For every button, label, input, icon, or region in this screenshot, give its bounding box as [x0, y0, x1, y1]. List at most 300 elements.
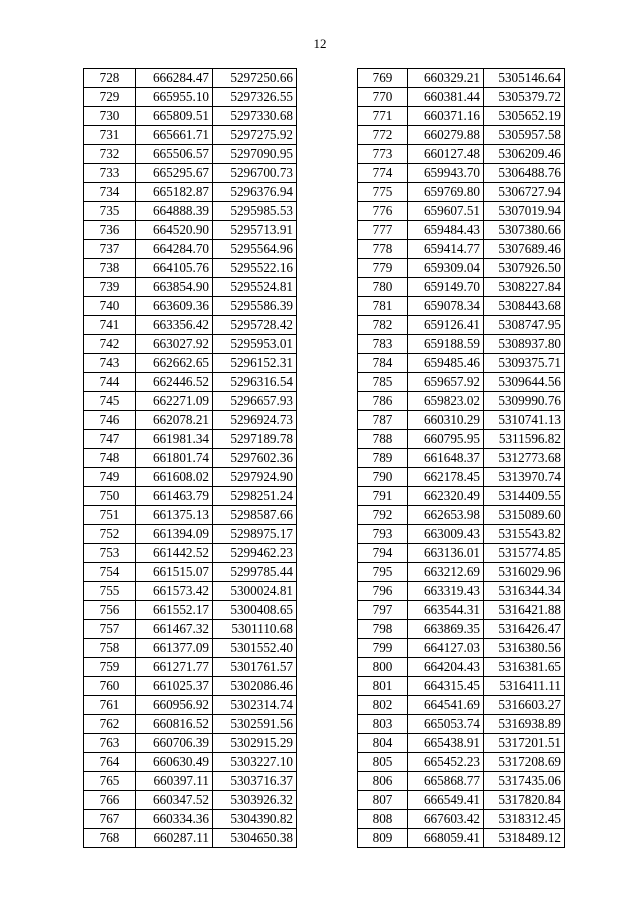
y-coordinate-cell: 5303926.32	[213, 791, 297, 810]
point-number-cell: 798	[358, 620, 408, 639]
x-coordinate-cell: 665452.23	[408, 753, 484, 772]
table-row	[84, 297, 297, 316]
y-coordinate-cell: 5316411.11	[484, 677, 565, 696]
y-coordinate-cell: 5312773.68	[484, 449, 565, 468]
x-coordinate-cell: 666549.41	[408, 791, 484, 810]
table-row	[358, 297, 565, 316]
y-coordinate-cell: 5298251.24	[213, 487, 297, 506]
table-row	[84, 468, 297, 487]
y-coordinate-cell: 5316603.27	[484, 696, 565, 715]
table-row	[358, 525, 565, 544]
x-coordinate-cell: 660329.21	[408, 69, 484, 88]
y-coordinate-cell: 5313970.74	[484, 468, 565, 487]
y-coordinate-cell: 5307380.66	[484, 221, 565, 240]
point-number-cell: 770	[358, 88, 408, 107]
x-coordinate-cell: 659078.34	[408, 297, 484, 316]
table-row	[84, 753, 297, 772]
point-number-cell: 773	[358, 145, 408, 164]
point-number-cell: 803	[358, 715, 408, 734]
y-coordinate-cell: 5306488.76	[484, 164, 565, 183]
x-coordinate-cell: 660630.49	[136, 753, 213, 772]
x-coordinate-cell: 661981.34	[136, 430, 213, 449]
table-row	[358, 506, 565, 525]
point-number-cell: 794	[358, 544, 408, 563]
table-row	[358, 411, 565, 430]
x-coordinate-cell: 668059.41	[408, 829, 484, 848]
x-coordinate-cell: 661467.32	[136, 620, 213, 639]
x-coordinate-cell: 664315.45	[408, 677, 484, 696]
point-number-cell: 809	[358, 829, 408, 848]
y-coordinate-cell: 5318312.45	[484, 810, 565, 829]
y-coordinate-cell: 5296316.54	[213, 373, 297, 392]
point-number-cell: 743	[84, 354, 136, 373]
point-number-cell: 757	[84, 620, 136, 639]
table-row	[84, 183, 297, 202]
x-coordinate-cell: 660956.92	[136, 696, 213, 715]
y-coordinate-cell: 5315089.60	[484, 506, 565, 525]
x-coordinate-cell: 663319.43	[408, 582, 484, 601]
y-coordinate-cell: 5296657.93	[213, 392, 297, 411]
x-coordinate-cell: 663854.90	[136, 278, 213, 297]
y-coordinate-cell: 5303227.10	[213, 753, 297, 772]
table-row	[358, 88, 565, 107]
x-coordinate-cell: 660381.44	[408, 88, 484, 107]
x-coordinate-cell: 660334.36	[136, 810, 213, 829]
y-coordinate-cell: 5302915.29	[213, 734, 297, 753]
x-coordinate-cell: 661552.17	[136, 601, 213, 620]
x-coordinate-cell: 659769.80	[408, 183, 484, 202]
y-coordinate-cell: 5316381.65	[484, 658, 565, 677]
y-coordinate-cell: 5314409.55	[484, 487, 565, 506]
y-coordinate-cell: 5317201.51	[484, 734, 565, 753]
point-number-cell: 755	[84, 582, 136, 601]
table-row	[84, 240, 297, 259]
table-row	[358, 791, 565, 810]
point-number-cell: 807	[358, 791, 408, 810]
table-row	[84, 145, 297, 164]
point-number-cell: 753	[84, 544, 136, 563]
point-number-cell: 751	[84, 506, 136, 525]
table-row	[358, 373, 565, 392]
y-coordinate-cell: 5316380.56	[484, 639, 565, 658]
table-row	[358, 658, 565, 677]
x-coordinate-cell: 659485.46	[408, 354, 484, 373]
y-coordinate-cell: 5303716.37	[213, 772, 297, 791]
point-number-cell: 805	[358, 753, 408, 772]
table-row	[84, 316, 297, 335]
point-number-cell: 784	[358, 354, 408, 373]
point-number-cell: 775	[358, 183, 408, 202]
table-row	[84, 525, 297, 544]
table-row	[84, 810, 297, 829]
coordinates-table-left	[83, 68, 297, 848]
y-coordinate-cell: 5304650.38	[213, 829, 297, 848]
table-row	[84, 202, 297, 221]
point-number-cell: 739	[84, 278, 136, 297]
point-number-cell: 802	[358, 696, 408, 715]
y-coordinate-cell: 5317820.84	[484, 791, 565, 810]
table-row	[358, 183, 565, 202]
y-coordinate-cell: 5311596.82	[484, 430, 565, 449]
x-coordinate-cell: 660371.16	[408, 107, 484, 126]
table-row	[84, 373, 297, 392]
x-coordinate-cell: 665809.51	[136, 107, 213, 126]
y-coordinate-cell: 5296924.73	[213, 411, 297, 430]
table-row	[84, 582, 297, 601]
table-row	[84, 354, 297, 373]
table-row	[358, 335, 565, 354]
y-coordinate-cell: 5295985.53	[213, 202, 297, 221]
y-coordinate-cell: 5296700.73	[213, 164, 297, 183]
point-number-cell: 763	[84, 734, 136, 753]
x-coordinate-cell: 660347.52	[136, 791, 213, 810]
table-row	[358, 829, 565, 848]
point-number-cell: 756	[84, 601, 136, 620]
point-number-cell: 762	[84, 715, 136, 734]
table-row	[358, 468, 565, 487]
point-number-cell: 754	[84, 563, 136, 582]
point-number-cell: 797	[358, 601, 408, 620]
y-coordinate-cell: 5297602.36	[213, 449, 297, 468]
x-coordinate-cell: 660816.52	[136, 715, 213, 734]
table-row	[84, 715, 297, 734]
x-coordinate-cell: 665295.67	[136, 164, 213, 183]
y-coordinate-cell: 5299785.44	[213, 563, 297, 582]
table-row	[358, 639, 565, 658]
y-coordinate-cell: 5306209.46	[484, 145, 565, 164]
point-number-cell: 799	[358, 639, 408, 658]
table-row	[84, 164, 297, 183]
point-number-cell: 785	[358, 373, 408, 392]
x-coordinate-cell: 660397.11	[136, 772, 213, 791]
table-row	[84, 335, 297, 354]
table-row	[84, 734, 297, 753]
point-number-cell: 788	[358, 430, 408, 449]
x-coordinate-cell: 662320.49	[408, 487, 484, 506]
x-coordinate-cell: 663356.42	[136, 316, 213, 335]
y-coordinate-cell: 5295564.96	[213, 240, 297, 259]
table-row	[358, 221, 565, 240]
y-coordinate-cell: 5318489.12	[484, 829, 565, 848]
x-coordinate-cell: 659943.70	[408, 164, 484, 183]
y-coordinate-cell: 5305652.19	[484, 107, 565, 126]
table-row	[358, 487, 565, 506]
table-row	[358, 316, 565, 335]
y-coordinate-cell: 5305957.58	[484, 126, 565, 145]
y-coordinate-cell: 5295522.16	[213, 259, 297, 278]
page-number: 12	[313, 36, 327, 51]
x-coordinate-cell: 661025.37	[136, 677, 213, 696]
point-number-cell: 741	[84, 316, 136, 335]
point-number-cell: 777	[358, 221, 408, 240]
table-row	[358, 449, 565, 468]
y-coordinate-cell: 5296152.31	[213, 354, 297, 373]
x-coordinate-cell: 664284.70	[136, 240, 213, 259]
point-number-cell: 765	[84, 772, 136, 791]
table-row	[358, 810, 565, 829]
x-coordinate-cell: 661442.52	[136, 544, 213, 563]
y-coordinate-cell: 5304390.82	[213, 810, 297, 829]
table-row	[358, 734, 565, 753]
x-coordinate-cell: 663009.43	[408, 525, 484, 544]
table-row	[84, 449, 297, 468]
y-coordinate-cell: 5295524.81	[213, 278, 297, 297]
point-number-cell: 781	[358, 297, 408, 316]
y-coordinate-cell: 5316421.88	[484, 601, 565, 620]
point-number-cell: 791	[358, 487, 408, 506]
x-coordinate-cell: 659484.43	[408, 221, 484, 240]
y-coordinate-cell: 5301552.40	[213, 639, 297, 658]
x-coordinate-cell: 663027.92	[136, 335, 213, 354]
y-coordinate-cell: 5297924.90	[213, 468, 297, 487]
point-number-cell: 796	[358, 582, 408, 601]
point-number-cell: 776	[358, 202, 408, 221]
table-row	[358, 620, 565, 639]
point-number-cell: 730	[84, 107, 136, 126]
table-row	[84, 696, 297, 715]
table-row	[358, 259, 565, 278]
table-row	[358, 430, 565, 449]
y-coordinate-cell: 5309375.71	[484, 354, 565, 373]
x-coordinate-cell: 665438.91	[408, 734, 484, 753]
point-number-cell: 729	[84, 88, 136, 107]
x-coordinate-cell: 661463.79	[136, 487, 213, 506]
table-row	[84, 392, 297, 411]
y-coordinate-cell: 5309990.76	[484, 392, 565, 411]
table-row	[358, 563, 565, 582]
x-coordinate-cell: 667603.42	[408, 810, 484, 829]
x-coordinate-cell: 664204.43	[408, 658, 484, 677]
point-number-cell: 752	[84, 525, 136, 544]
x-coordinate-cell: 661573.42	[136, 582, 213, 601]
table-row	[358, 772, 565, 791]
point-number-cell: 780	[358, 278, 408, 297]
y-coordinate-cell: 5308227.84	[484, 278, 565, 297]
x-coordinate-cell: 665661.71	[136, 126, 213, 145]
point-number-cell: 742	[84, 335, 136, 354]
y-coordinate-cell: 5297275.92	[213, 126, 297, 145]
x-coordinate-cell: 664127.03	[408, 639, 484, 658]
y-coordinate-cell: 5297326.55	[213, 88, 297, 107]
x-coordinate-cell: 665868.77	[408, 772, 484, 791]
y-coordinate-cell: 5299462.23	[213, 544, 297, 563]
table-row	[84, 221, 297, 240]
table-row	[84, 430, 297, 449]
table-row	[84, 259, 297, 278]
point-number-cell: 748	[84, 449, 136, 468]
y-coordinate-cell: 5317435.06	[484, 772, 565, 791]
point-number-cell: 733	[84, 164, 136, 183]
point-number-cell: 767	[84, 810, 136, 829]
x-coordinate-cell: 659607.51	[408, 202, 484, 221]
x-coordinate-cell: 665955.10	[136, 88, 213, 107]
point-number-cell: 772	[358, 126, 408, 145]
point-number-cell: 782	[358, 316, 408, 335]
y-coordinate-cell: 5307019.94	[484, 202, 565, 221]
y-coordinate-cell: 5297189.78	[213, 430, 297, 449]
x-coordinate-cell: 659188.59	[408, 335, 484, 354]
coordinates-table-right	[357, 68, 565, 848]
table-row	[84, 126, 297, 145]
table-row	[358, 145, 565, 164]
x-coordinate-cell: 661801.74	[136, 449, 213, 468]
y-coordinate-cell: 5302314.74	[213, 696, 297, 715]
x-coordinate-cell: 665053.74	[408, 715, 484, 734]
table-row	[84, 88, 297, 107]
point-number-cell: 749	[84, 468, 136, 487]
point-number-cell: 783	[358, 335, 408, 354]
point-number-cell: 787	[358, 411, 408, 430]
y-coordinate-cell: 5300408.65	[213, 601, 297, 620]
point-number-cell: 790	[358, 468, 408, 487]
y-coordinate-cell: 5298587.66	[213, 506, 297, 525]
table-row	[84, 69, 297, 88]
y-coordinate-cell: 5316029.96	[484, 563, 565, 582]
point-number-cell: 771	[358, 107, 408, 126]
table-row	[84, 487, 297, 506]
x-coordinate-cell: 659309.04	[408, 259, 484, 278]
table-row	[84, 658, 297, 677]
x-coordinate-cell: 661377.09	[136, 639, 213, 658]
y-coordinate-cell: 5295586.39	[213, 297, 297, 316]
point-number-cell: 735	[84, 202, 136, 221]
point-number-cell: 806	[358, 772, 408, 791]
x-coordinate-cell: 661375.13	[136, 506, 213, 525]
point-number-cell: 778	[358, 240, 408, 259]
point-number-cell: 789	[358, 449, 408, 468]
point-number-cell: 737	[84, 240, 136, 259]
table-row	[84, 544, 297, 563]
x-coordinate-cell: 659657.92	[408, 373, 484, 392]
y-coordinate-cell: 5297250.66	[213, 69, 297, 88]
point-number-cell: 808	[358, 810, 408, 829]
x-coordinate-cell: 663136.01	[408, 544, 484, 563]
table-row	[358, 715, 565, 734]
point-number-cell: 740	[84, 297, 136, 316]
table-row	[84, 639, 297, 658]
x-coordinate-cell: 664520.90	[136, 221, 213, 240]
point-number-cell: 728	[84, 69, 136, 88]
y-coordinate-cell: 5301110.68	[213, 620, 297, 639]
x-coordinate-cell: 659823.02	[408, 392, 484, 411]
y-coordinate-cell: 5297090.95	[213, 145, 297, 164]
y-coordinate-cell: 5307689.46	[484, 240, 565, 259]
x-coordinate-cell: 663609.36	[136, 297, 213, 316]
y-coordinate-cell: 5298975.17	[213, 525, 297, 544]
y-coordinate-cell: 5315774.85	[484, 544, 565, 563]
point-number-cell: 750	[84, 487, 136, 506]
y-coordinate-cell: 5308747.95	[484, 316, 565, 335]
point-number-cell: 779	[358, 259, 408, 278]
y-coordinate-cell: 5305379.72	[484, 88, 565, 107]
x-coordinate-cell: 660310.29	[408, 411, 484, 430]
x-coordinate-cell: 663869.35	[408, 620, 484, 639]
table-row	[358, 278, 565, 297]
point-number-cell: 744	[84, 373, 136, 392]
table-row	[358, 240, 565, 259]
y-coordinate-cell: 5301761.57	[213, 658, 297, 677]
table-row	[84, 791, 297, 810]
table-row	[358, 601, 565, 620]
point-number-cell: 731	[84, 126, 136, 145]
point-number-cell: 760	[84, 677, 136, 696]
table-row	[358, 354, 565, 373]
x-coordinate-cell: 660279.88	[408, 126, 484, 145]
point-number-cell: 793	[358, 525, 408, 544]
table-row	[358, 544, 565, 563]
point-number-cell: 774	[358, 164, 408, 183]
table-row	[84, 601, 297, 620]
y-coordinate-cell: 5317208.69	[484, 753, 565, 772]
point-number-cell: 736	[84, 221, 136, 240]
y-coordinate-cell: 5316344.34	[484, 582, 565, 601]
y-coordinate-cell: 5315543.82	[484, 525, 565, 544]
y-coordinate-cell: 5297330.68	[213, 107, 297, 126]
point-number-cell: 746	[84, 411, 136, 430]
x-coordinate-cell: 662662.65	[136, 354, 213, 373]
x-coordinate-cell: 660287.11	[136, 829, 213, 848]
x-coordinate-cell: 660127.48	[408, 145, 484, 164]
x-coordinate-cell: 664105.76	[136, 259, 213, 278]
y-coordinate-cell: 5306727.94	[484, 183, 565, 202]
point-number-cell: 745	[84, 392, 136, 411]
point-number-cell: 792	[358, 506, 408, 525]
point-number-cell: 766	[84, 791, 136, 810]
point-number-cell: 795	[358, 563, 408, 582]
point-number-cell: 786	[358, 392, 408, 411]
x-coordinate-cell: 665182.87	[136, 183, 213, 202]
table-row	[358, 69, 565, 88]
point-number-cell: 759	[84, 658, 136, 677]
point-number-cell: 734	[84, 183, 136, 202]
x-coordinate-cell: 665506.57	[136, 145, 213, 164]
point-number-cell: 800	[358, 658, 408, 677]
table-row	[358, 164, 565, 183]
table-row	[84, 506, 297, 525]
table-row	[358, 126, 565, 145]
point-number-cell: 758	[84, 639, 136, 658]
y-coordinate-cell: 5300024.81	[213, 582, 297, 601]
x-coordinate-cell: 661271.77	[136, 658, 213, 677]
y-coordinate-cell: 5307926.50	[484, 259, 565, 278]
x-coordinate-cell: 660706.39	[136, 734, 213, 753]
table-row	[84, 772, 297, 791]
x-coordinate-cell: 661648.37	[408, 449, 484, 468]
table-row	[358, 202, 565, 221]
point-number-cell: 747	[84, 430, 136, 449]
y-coordinate-cell: 5305146.64	[484, 69, 565, 88]
x-coordinate-cell: 662653.98	[408, 506, 484, 525]
table-row	[358, 696, 565, 715]
point-number-cell: 732	[84, 145, 136, 164]
table-row	[84, 411, 297, 430]
y-coordinate-cell: 5295728.42	[213, 316, 297, 335]
point-number-cell: 764	[84, 753, 136, 772]
y-coordinate-cell: 5316938.89	[484, 715, 565, 734]
x-coordinate-cell: 662178.45	[408, 468, 484, 487]
table-row	[84, 107, 297, 126]
table-row	[358, 753, 565, 772]
y-coordinate-cell: 5316426.47	[484, 620, 565, 639]
table-row	[84, 620, 297, 639]
point-number-cell: 769	[358, 69, 408, 88]
point-number-cell: 768	[84, 829, 136, 848]
x-coordinate-cell: 662271.09	[136, 392, 213, 411]
table-row	[84, 829, 297, 848]
point-number-cell: 738	[84, 259, 136, 278]
table-row	[84, 278, 297, 297]
y-coordinate-cell: 5310741.13	[484, 411, 565, 430]
